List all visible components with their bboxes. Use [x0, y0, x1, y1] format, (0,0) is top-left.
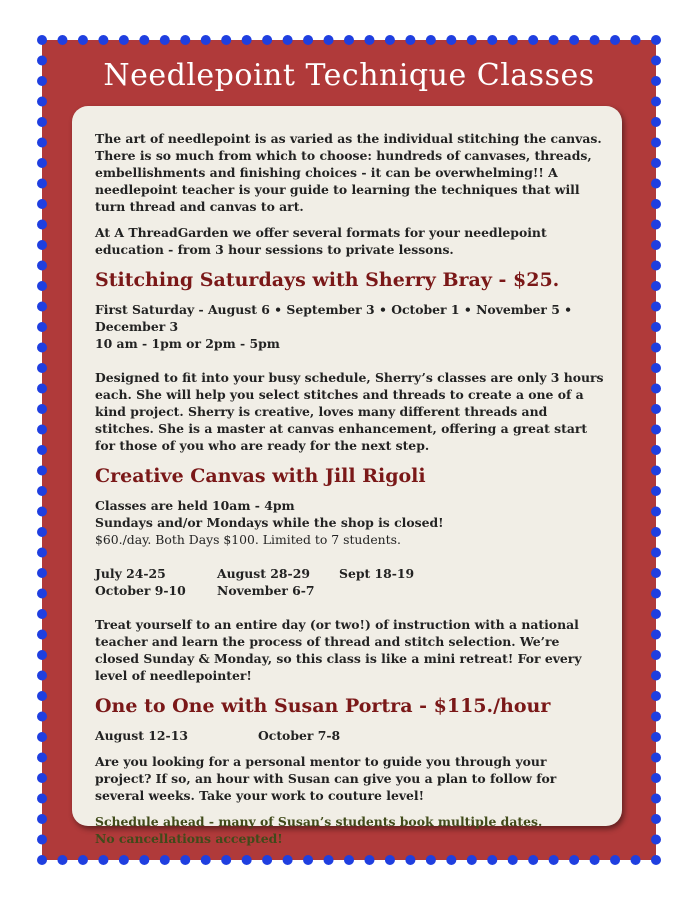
one-to-one-note-schedule: Schedule ahead - many of Susan’s students book multiple dates. — [95, 814, 543, 829]
creative-date: October 9-10 — [95, 583, 186, 598]
creative-dates-row-1 — [95, 565, 605, 582]
one-to-one-note-cancellations: No cancellations accepted! — [95, 831, 283, 846]
creative-price: $60./day. Both Days $100. Limited to 7 students. — [95, 532, 401, 547]
saturdays-dates: First Saturday - August 6 • September 3 • October 1 • November 5 • December 3 — [95, 302, 573, 334]
one-to-one-description: Are you looking for a personal mentor to guide you through your project? If so, an hour with Susan can give you a plan to follow for several weeks. Take your work to couture level! — [95, 754, 557, 803]
creative-date: August 28-29 — [217, 566, 310, 581]
creative-hours: Classes are held 10am - 4pm — [95, 498, 295, 513]
creative-date: November 6-7 — [217, 583, 315, 598]
one-to-one-date: October 7-8 — [258, 728, 341, 743]
intro-paragraph-2: At A ThreadGarden we offer several formats for your needlepoint education - from 3 hour sessions to private lessons. — [95, 225, 547, 257]
content-body — [95, 130, 605, 847]
page-title: Needlepoint Technique Classes — [103, 58, 595, 93]
saturdays-times: 10 am - 1pm or 2pm - 5pm — [95, 336, 280, 351]
saturdays-description: Designed to fit into your busy schedule, Sherry’s classes are only 3 hours each. She will help you select stitches and threads to create a one of a kind project. Sherry is creative, loves many different threads and stitches. She is a master at canvas enhancement, offering a great start for those of you who are ready for the next step. — [95, 370, 604, 453]
heading-one-to-one: One to One with Susan Portra - $115./hour — [95, 695, 551, 717]
creative-date: Sept 18-19 — [339, 566, 415, 581]
heading-creative-canvas: Creative Canvas with Jill Rigoli — [95, 465, 426, 487]
one-to-one-date: August 12-13 — [95, 728, 188, 743]
heading-stitching-saturdays: Stitching Saturdays with Sherry Bray - $25. — [95, 269, 560, 291]
intro-paragraph-1: The art of needlepoint is as varied as the individual stitching the canvas. There is so much from which to choose: hundreds of canvases, threads, embellishments and finishing choices - it can be overwhelming!! A needlepoint teacher is your guide to learning the techniques that will turn thread and canvas to art. — [95, 131, 602, 214]
creative-description: Treat yourself to an entire day (or two!) of instruction with a national teacher and learn the process of thread and stitch selection. We’re closed Sunday & Monday, so this class is like a mini retreat! For every level of needlepointer! — [95, 617, 582, 683]
creative-days: Sundays and/or Mondays while the shop is closed! — [95, 515, 444, 530]
creative-date: July 24-25 — [95, 566, 166, 581]
creative-dates-row-2 — [95, 582, 605, 599]
one-to-one-dates — [95, 727, 605, 744]
